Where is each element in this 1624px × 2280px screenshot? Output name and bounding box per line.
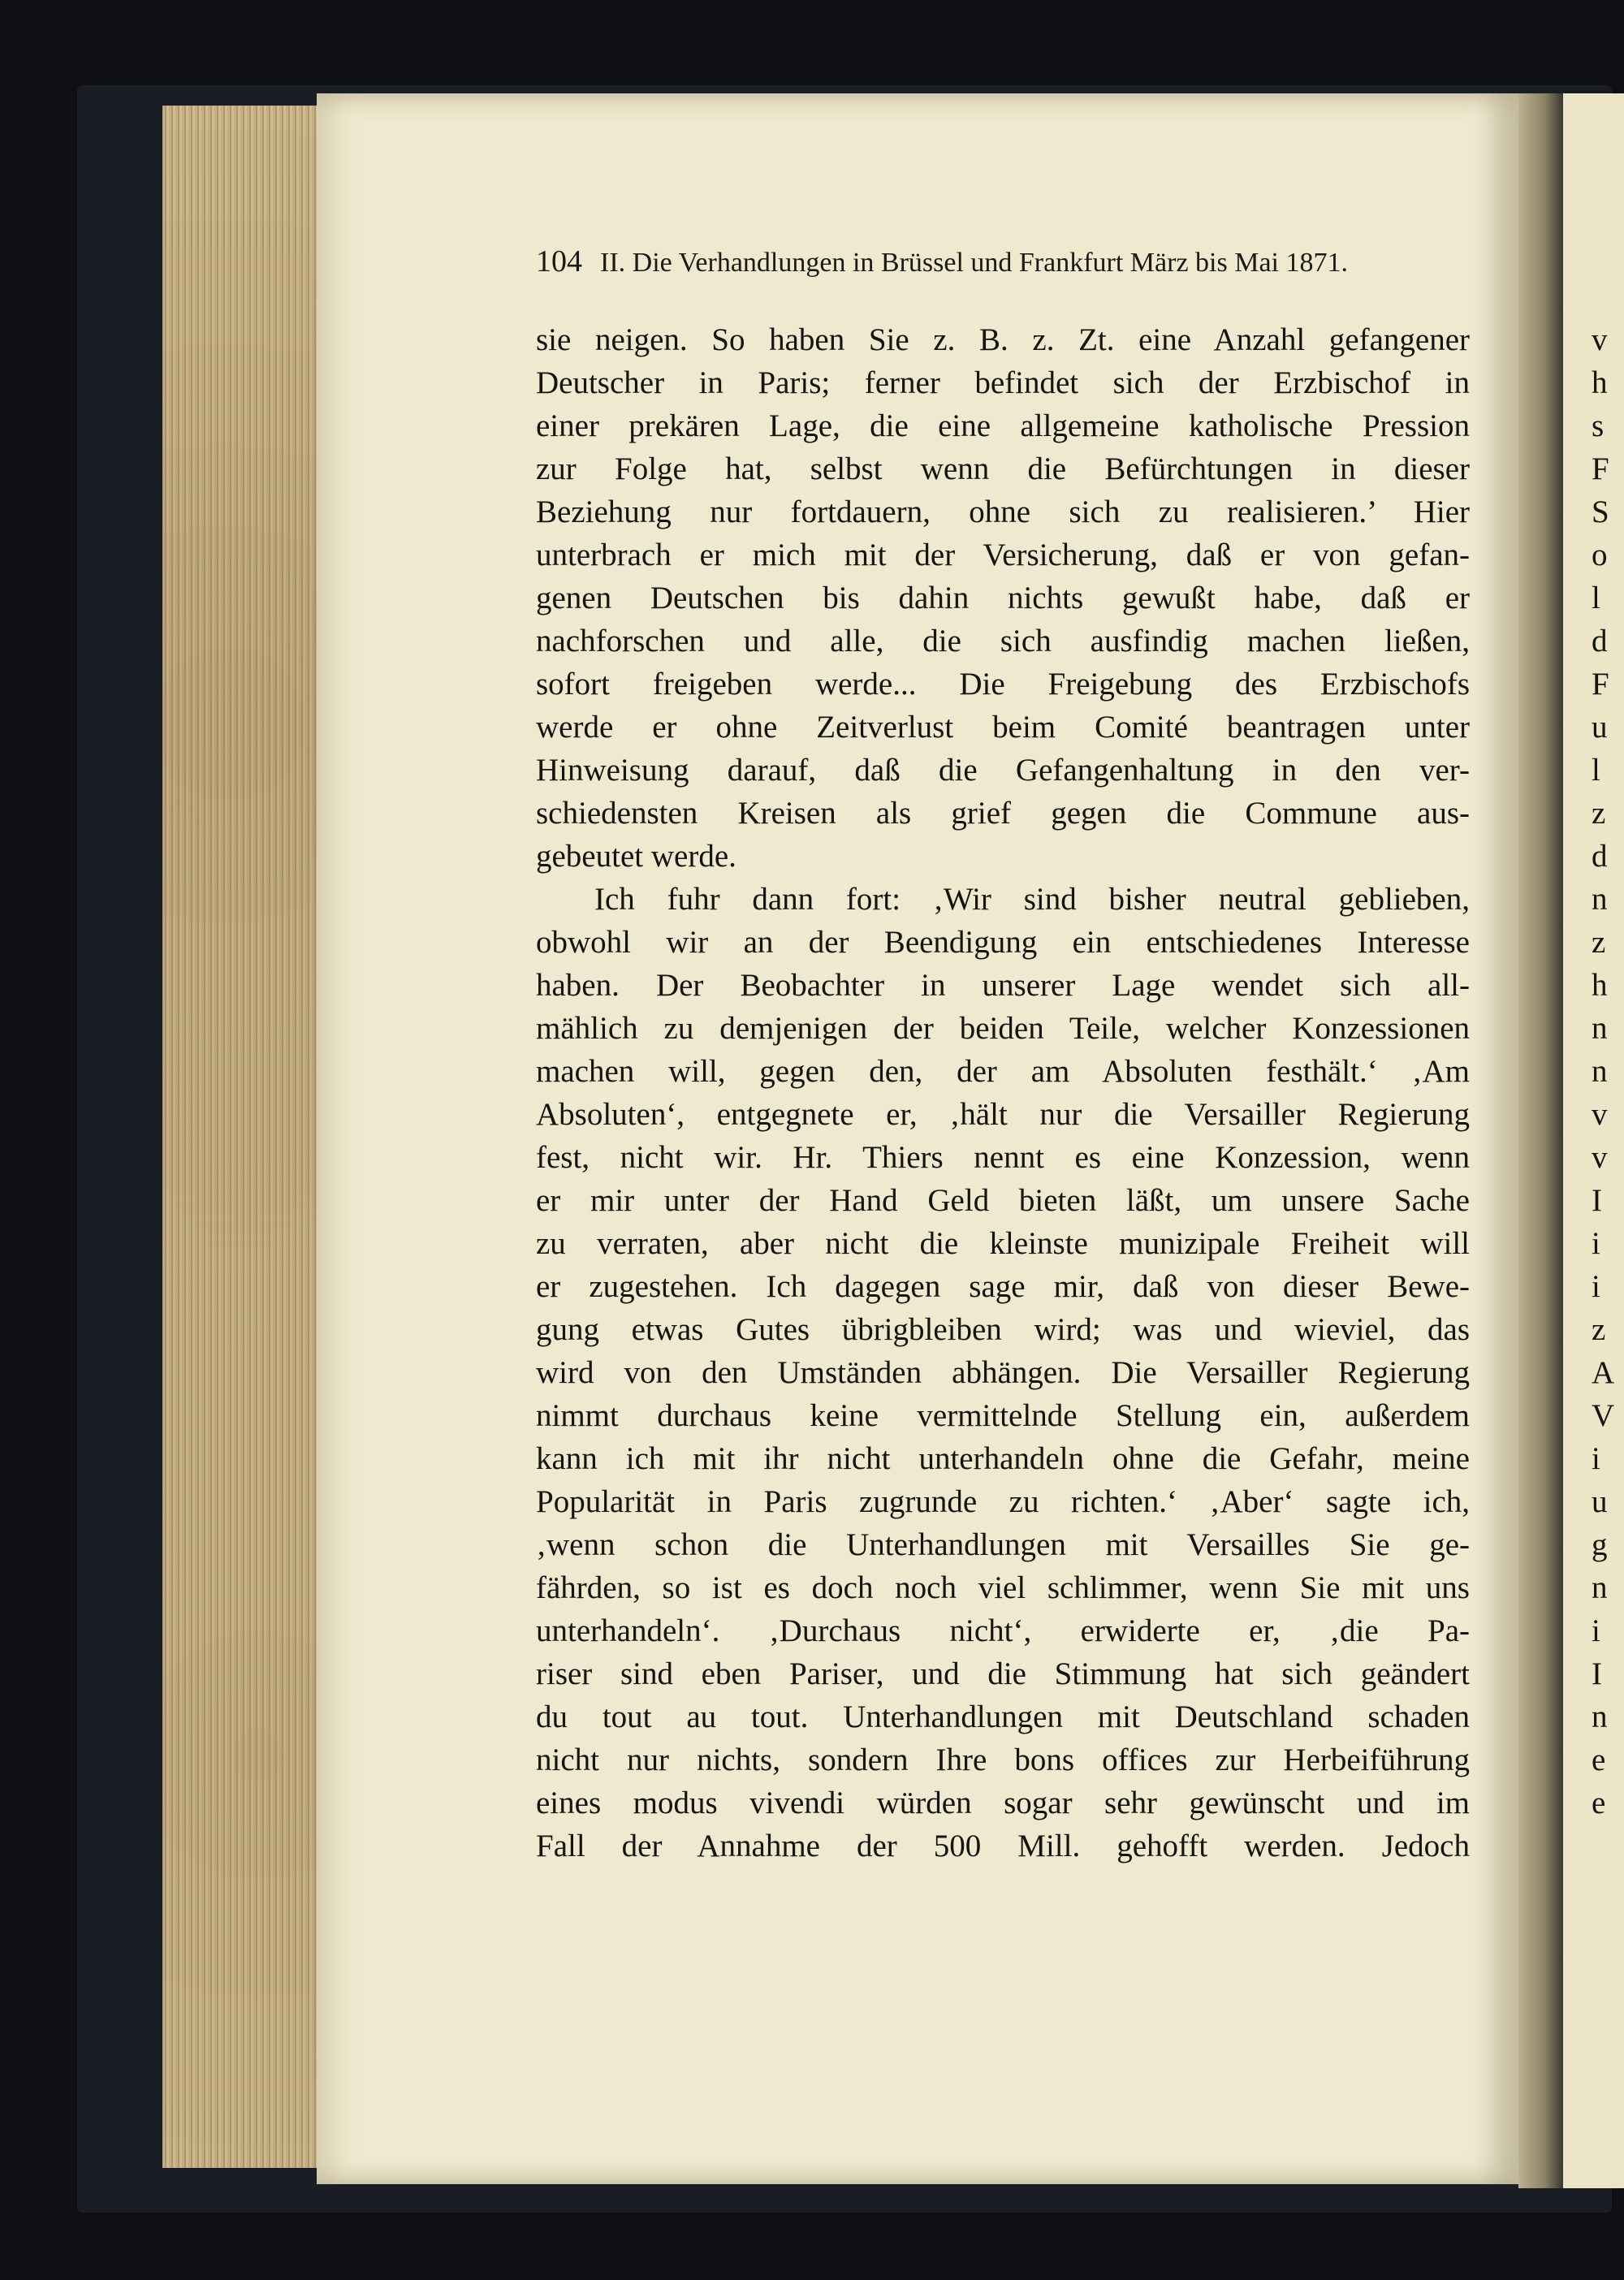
facing-page-fragment: z <box>1592 925 1606 960</box>
facing-page-fragment: A <box>1592 1355 1615 1390</box>
text-line: einer prekären Lage, die eine allgemeine katholische Pression <box>536 408 1470 443</box>
text-line: wird von den Umständen abhängen. Die Versailler Regierung <box>536 1355 1470 1390</box>
facing-page-fragment: n <box>1592 1699 1608 1734</box>
page-number: 104 <box>536 244 582 279</box>
text-line: ‚wenn schon die Unterhandlungen mit Versailles Sie ge- <box>536 1527 1470 1562</box>
text-line: nicht nur nichts, sondern Ihre bons offices zur Herbeiführung <box>536 1742 1470 1777</box>
text-line: sie neigen. So haben Sie z. B. z. Zt. eine Anzahl gefangener <box>536 322 1470 357</box>
facing-page-fragment: v <box>1592 1140 1608 1175</box>
text-line: zu verraten, aber nicht die kleinste munizipale Freiheit will <box>536 1226 1470 1261</box>
text-line: er mir unter der Hand Geld bieten läßt, um unsere Sache <box>536 1183 1470 1218</box>
text-line: nimmt durchaus keine vermittelnde Stellung ein, außerdem <box>536 1398 1470 1433</box>
facing-page-fragment: z <box>1592 796 1606 831</box>
facing-page-fragment: S <box>1592 494 1609 529</box>
text-line: gung etwas Gutes übrigbleiben wird; was und wieviel, das <box>536 1312 1470 1347</box>
facing-page-fragment: h <box>1592 365 1608 400</box>
facing-page-text-fragments <box>1592 318 1614 1824</box>
facing-page-fragment: o <box>1592 538 1608 572</box>
facing-page-fragment: n <box>1592 1054 1608 1089</box>
facing-page-fragment: V <box>1592 1398 1615 1433</box>
facing-page-fragment: d <box>1592 839 1608 874</box>
text-line: zur Folge hat, selbst wenn die Befürchtungen in dieser <box>536 451 1470 486</box>
text-line: unterhandeln‘. ‚Durchaus nicht‘, erwiderte er, ‚die Pa- <box>536 1613 1470 1648</box>
text-line: Hinweisung darauf, daß die Gefangenhaltung in den ver- <box>536 753 1470 788</box>
facing-page-fragment: F <box>1592 451 1609 486</box>
facing-page-fragment: i <box>1592 1269 1600 1304</box>
page-edges <box>162 106 321 2168</box>
text-line: machen will, gegen den, der am Absoluten festhält.‘ ‚Am <box>536 1054 1470 1089</box>
text-line: Deutscher in Paris; ferner befindet sich der Erzbischof in <box>536 365 1470 400</box>
text-line: mählich zu demjenigen der beiden Teile, welcher Konzessionen <box>536 1011 1470 1046</box>
running-title: II. Die Verhandlungen in Brüssel und Frankfurt März bis Mai 1871. <box>600 248 1348 278</box>
facing-page-fragment: l <box>1592 581 1600 615</box>
facing-page-fragment: I <box>1592 1183 1602 1218</box>
text-line: Ich fuhr dann fort: ‚Wir sind bisher neutral geblieben, <box>594 882 1470 917</box>
facing-page-fragment: d <box>1592 624 1608 659</box>
text-line: haben. Der Beobachter in unserer Lage wendet sich all- <box>536 968 1470 1003</box>
text-line: Fall der Annahme der 500 Mill. gehofft werden. Jedoch <box>536 1829 1470 1863</box>
running-header <box>536 244 1470 279</box>
page-body-text <box>536 318 1470 1868</box>
text-line: gebeutet werde. <box>536 839 736 874</box>
facing-page-fragment: z <box>1592 1312 1606 1347</box>
text-line: sofort freigeben werde... Die Freigebung des Erzbischofs <box>536 667 1470 702</box>
text-line: er zugestehen. Ich dagegen sage mir, daß von dieser Bewe- <box>536 1269 1470 1304</box>
facing-page-fragment: i <box>1592 1441 1600 1476</box>
facing-page-fragment: e <box>1592 1786 1606 1820</box>
facing-page-fragment: u <box>1592 1484 1608 1519</box>
text-line: nachforschen und alle, die sich ausfindig machen ließen, <box>536 624 1470 659</box>
text-line: Absoluten‘, entgegnete er, ‚hält nur die Versailler Regierung <box>536 1097 1470 1132</box>
facing-page-fragment: i <box>1592 1226 1600 1261</box>
text-line: obwohl wir an der Beendigung ein entschiedenes Interesse <box>536 925 1470 960</box>
text-line: du tout au tout. Unterhandlungen mit Deutschland schaden <box>536 1699 1470 1734</box>
text-line: eines modus vivendi würden sogar sehr gewünscht und im <box>536 1786 1470 1820</box>
text-line: fest, nicht wir. Hr. Thiers nennt es eine Konzession, wenn <box>536 1140 1470 1175</box>
facing-page-fragment: g <box>1592 1527 1608 1562</box>
facing-page-fragment: n <box>1592 1570 1608 1605</box>
text-line: Beziehung nur fortdauern, ohne sich zu realisieren.’ Hier <box>536 494 1470 529</box>
facing-page-fragment: I <box>1592 1656 1602 1691</box>
facing-page-fragment: i <box>1592 1613 1600 1648</box>
text-line: genen Deutschen bis dahin nichts gewußt habe, daß er <box>536 581 1470 615</box>
text-line: fährden, so ist es doch noch viel schlimmer, wenn Sie mit uns <box>536 1570 1470 1605</box>
text-line: Popularität in Paris zugrunde zu richten.‘ ‚Aber‘ sagte ich, <box>536 1484 1470 1519</box>
facing-page-fragment: l <box>1592 753 1600 788</box>
facing-page-fragment: h <box>1592 968 1608 1003</box>
book-gutter <box>1518 93 1563 2188</box>
facing-page-fragment: e <box>1592 1742 1606 1777</box>
text-line: werde er ohne Zeitverlust beim Comité beantragen unter <box>536 710 1470 745</box>
facing-page-fragment: F <box>1592 667 1609 702</box>
text-line: riser sind eben Pariser, und die Stimmung hat sich geändert <box>536 1656 1470 1691</box>
facing-page-fragment: n <box>1592 882 1608 917</box>
facing-page-fragment: v <box>1592 1097 1608 1132</box>
facing-page-fragment: u <box>1592 710 1608 745</box>
text-line: kann ich mit ihr nicht unterhandeln ohne die Gefahr, meine <box>536 1441 1470 1476</box>
text-line: schiedensten Kreisen als grief gegen die Commune aus- <box>536 796 1470 831</box>
facing-page-fragment: n <box>1592 1011 1608 1046</box>
facing-page-fragment: s <box>1592 408 1605 443</box>
facing-page-fragment: v <box>1592 322 1608 357</box>
text-line: unterbrach er mich mit der Versicherung, daß er von gefan- <box>536 538 1470 572</box>
